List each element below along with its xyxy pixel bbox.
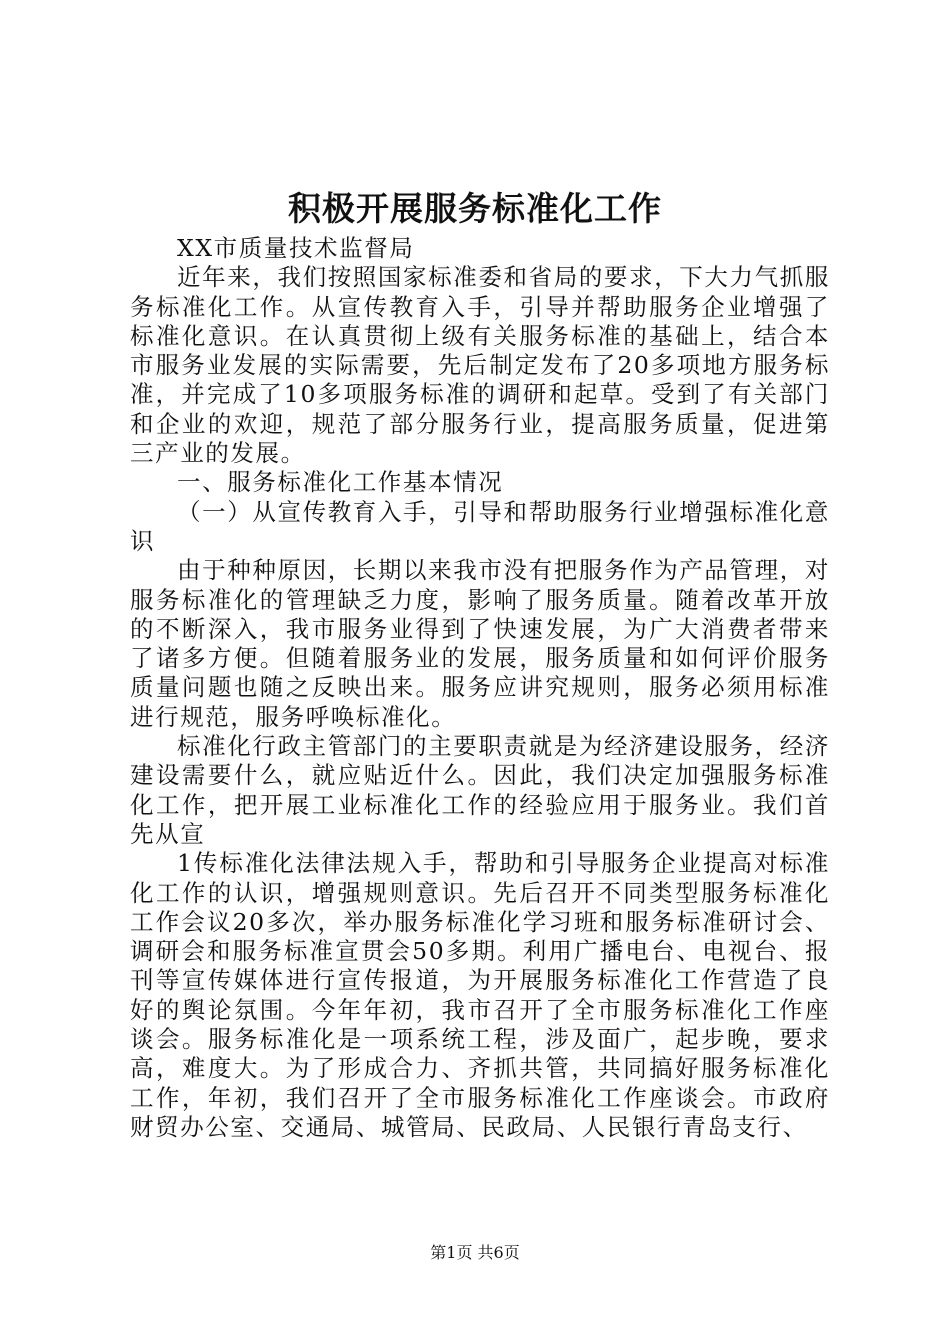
document-title: 积极开展服务标准化工作 [288,189,662,228]
paragraph-responsibility: 标准化行政主管部门的主要职责就是为经济建设服务，经济建设需要什么，就应贴近什么。因此，我们决定加强服务标准化工作，把开展工业标准化工作的经验应用于服务业。我们首先从宣 [130,732,830,848]
document-body [130,234,830,1142]
section-heading-1: 一、服务标准化工作基本情况 [177,468,504,497]
page-number: 第1页 共6页 [430,1243,520,1262]
subsection-heading-1: （一）从宣传教育入手，引导和帮助服务行业增强标准化意识 [130,497,830,555]
paragraph-intro: 近年来，我们按照国家标准委和省局的要求，下大力气抓服务标准化工作。从宣传教育入手，引导并帮助服务企业增强了标准化意识。在认真贯彻上级有关服务标准的基础上，结合本市服务业发展的实际需要，先后制定发布了20多项地方服务标准，并完成了10多项服务标准的调研和起草。受到了有关部门和企业的欢迎，规范了部分服务行业，提高服务质量，促进第三产业的发展。 [130,263,830,468]
paragraph-publicity: 1传标准化法律法规入手，帮助和引导服务企业提高对标准化工作的认识，增强规则意识。先后召开不同类型服务标准化工作会议20多次，举办服务标准化学习班和服务标准研讨会、调研会和服务标准宣贯会50多期。利用广播电台、电视台、报刊等宣传媒体进行宣传报道，为开展服务标准化工作营造了良好的舆论氛围。今年年初，我市召开了全市服务标准化工作座谈会。服务标准化是一项系统工程，涉及面广，起步晚，要求高，难度大。为了形成合力、齐抓共管，共同搞好服务标准化工作，年初，我们召开了全市服务标准化工作座谈会。市政府财贸办公室、交通局、城管局、民政局、人民银行青岛支行、 [130,849,830,1141]
paragraph-background: 由于种种原因，长期以来我市没有把服务作为产品管理，对服务标准化的管理缺乏力度，影响了服务质量。随着改革开放的不断深入，我市服务业得到了快速发展，为广大消费者带来了诸多方便。但随着服务业的发展，服务质量和如何评价服务质量问题也随之反映出来。服务应讲究规则，服务必须用标准进行规范，服务呼唤标准化。 [130,556,830,731]
author-line: XX市质量技术监督局 [177,234,415,262]
